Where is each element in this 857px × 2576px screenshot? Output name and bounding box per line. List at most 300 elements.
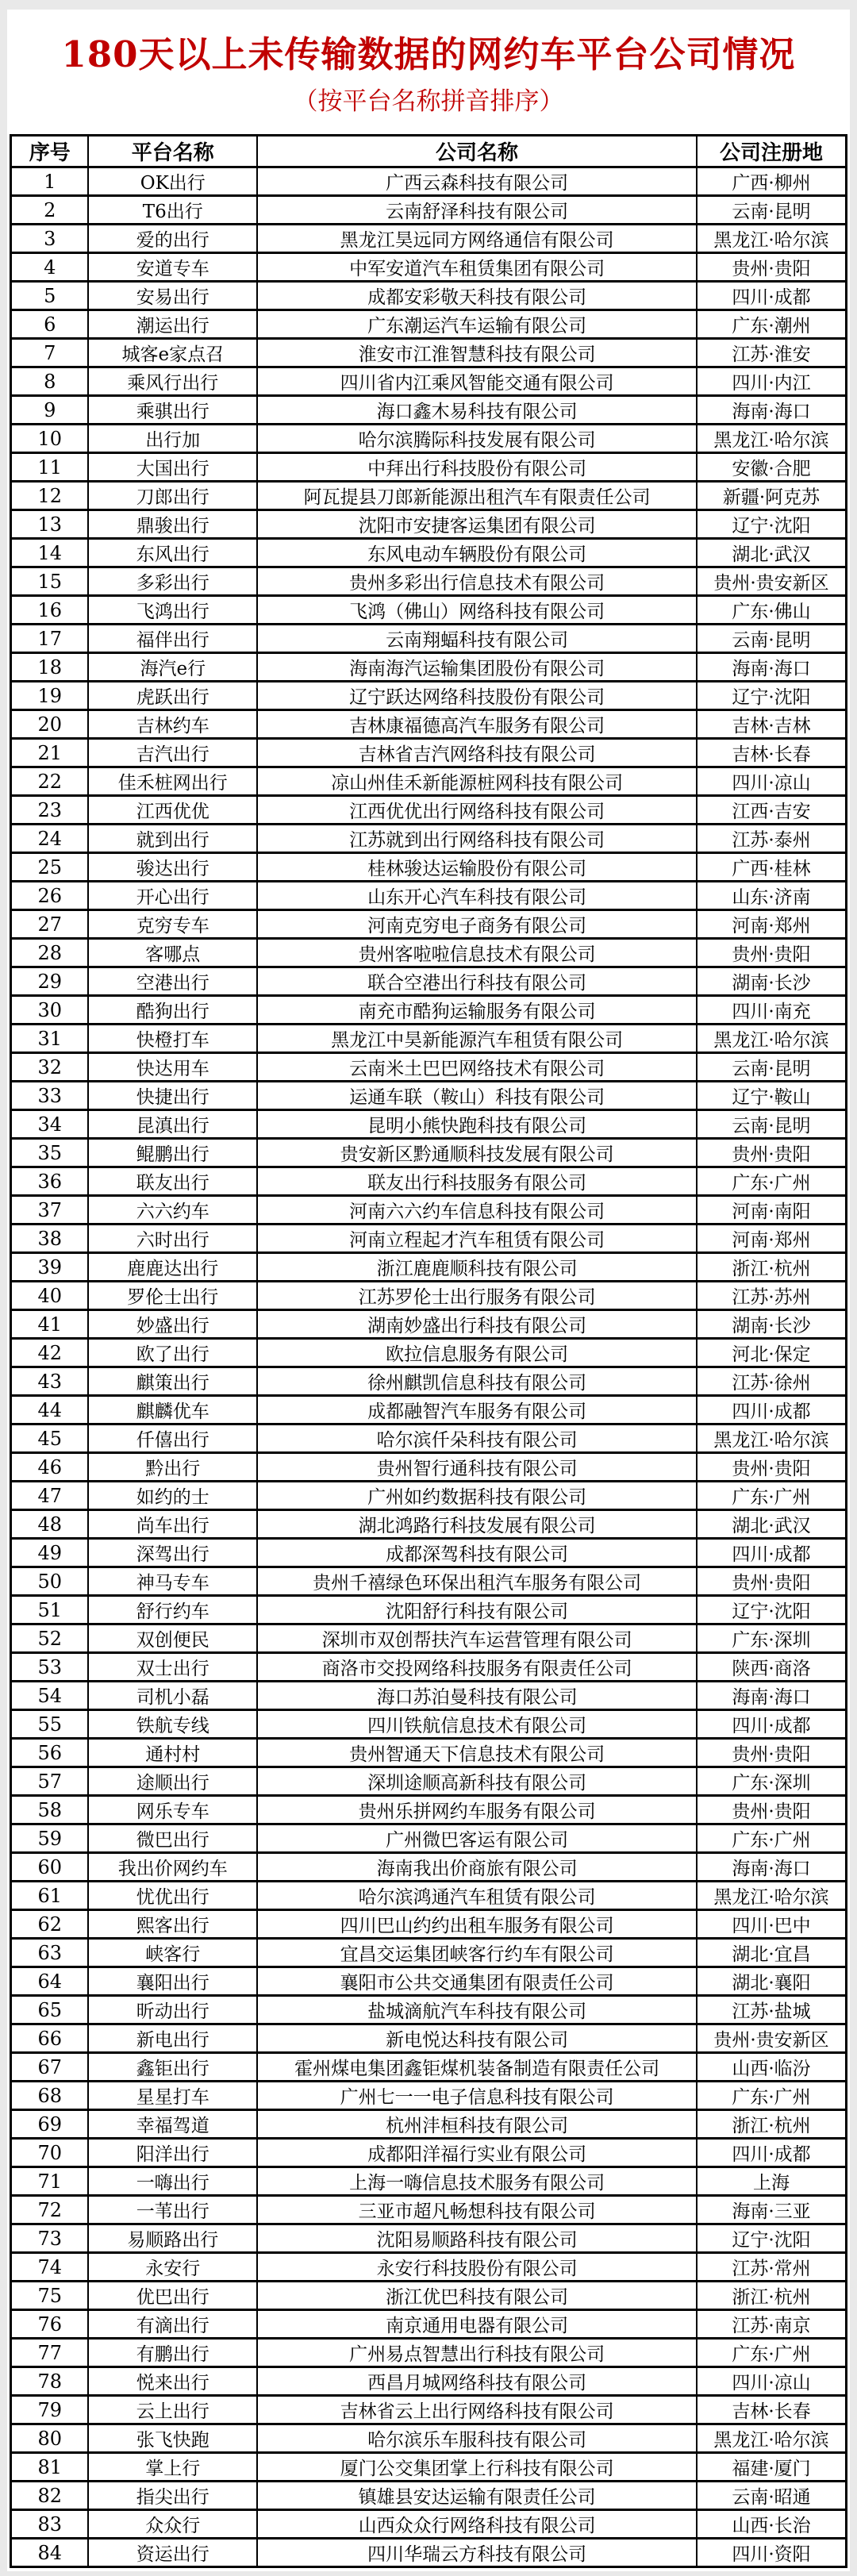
cell-no: 21	[11, 739, 89, 767]
cell-company: 三亚市超凡畅想科技有限公司	[257, 2196, 697, 2224]
cell-company: 海南我出价商旅有限公司	[257, 1853, 697, 1882]
cell-location: 安徽·合肥	[697, 453, 847, 482]
cell-company: 海口苏泊曼科技有限公司	[257, 1682, 697, 1710]
cell-location: 广西·柳州	[697, 167, 847, 196]
cell-no: 26	[11, 882, 89, 910]
cell-company: 桂林骏达运输股份有限公司	[257, 853, 697, 882]
cell-location: 辽宁·沈阳	[697, 2224, 847, 2253]
cell-no: 16	[11, 596, 89, 625]
table-row	[11, 539, 847, 567]
table-row	[11, 1996, 847, 2024]
cell-location: 江苏·常州	[697, 2253, 847, 2282]
table-row	[11, 2339, 847, 2367]
cell-no: 39	[11, 1253, 89, 1282]
cell-company: 江西优优出行网络科技有限公司	[257, 796, 697, 825]
cell-platform: 鲲鹏出行	[88, 1139, 257, 1167]
cell-company: 吉林省吉汽网络科技有限公司	[257, 739, 697, 767]
table-header-row	[11, 136, 847, 167]
cell-location: 江苏·苏州	[697, 1282, 847, 1310]
cell-company: 贵州智通天下信息技术有限公司	[257, 1739, 697, 1767]
cell-platform: 熙客出行	[88, 1910, 257, 1939]
table-row	[11, 910, 847, 939]
cell-platform: 开心出行	[88, 882, 257, 910]
header-company: 公司名称	[257, 136, 697, 167]
cell-location: 陕西·商洛	[697, 1653, 847, 1682]
cell-company: 广州易点智慧出行科技有限公司	[257, 2339, 697, 2367]
table-row	[11, 939, 847, 967]
cell-no: 69	[11, 2110, 89, 2139]
cell-platform: 罗伦士出行	[88, 1282, 257, 1310]
table-row	[11, 2367, 847, 2396]
table-row	[11, 1025, 847, 1053]
cell-no: 64	[11, 1967, 89, 1996]
cell-company: 贵州客啦啦信息技术有限公司	[257, 939, 697, 967]
cell-platform: 永安行	[88, 2253, 257, 2282]
cell-location: 湖北·武汉	[697, 539, 847, 567]
table-row	[11, 339, 847, 367]
table-row	[11, 1310, 847, 1339]
cell-company: 沈阳舒行科技有限公司	[257, 1596, 697, 1624]
table-row	[11, 1710, 847, 1739]
cell-no: 60	[11, 1853, 89, 1882]
table-row	[11, 2139, 847, 2167]
table-row	[11, 2310, 847, 2339]
table-row	[11, 482, 847, 510]
cell-location: 江苏·盐城	[697, 1996, 847, 2024]
table-row	[11, 2424, 847, 2453]
table-row	[11, 1653, 847, 1682]
cell-location: 贵州·贵阳	[697, 1796, 847, 1824]
cell-company: 云南翔蝠科技有限公司	[257, 625, 697, 653]
cell-platform: 幸福驾道	[88, 2110, 257, 2139]
table-row	[11, 1167, 847, 1196]
cell-location: 黑龙江·哈尔滨	[697, 1882, 847, 1910]
cell-no: 15	[11, 567, 89, 596]
cell-no: 61	[11, 1882, 89, 1910]
table-row	[11, 396, 847, 425]
cell-location: 上海	[697, 2167, 847, 2196]
cell-platform: 鹿鹿达出行	[88, 1253, 257, 1282]
cell-platform: 佳禾桩网出行	[88, 767, 257, 796]
cell-platform: 欧了出行	[88, 1339, 257, 1367]
cell-location: 黑龙江·哈尔滨	[697, 225, 847, 253]
cell-location: 贵州·贵阳	[697, 1453, 847, 1482]
table-row	[11, 1824, 847, 1853]
cell-platform: 鑫钜出行	[88, 2053, 257, 2082]
header-no: 序号	[11, 136, 89, 167]
cell-location: 贵州·贵安新区	[697, 567, 847, 596]
cell-platform: 忧优出行	[88, 1882, 257, 1910]
cell-no: 1	[11, 167, 89, 196]
cell-no: 27	[11, 910, 89, 939]
cell-platform: 峡客行	[88, 1939, 257, 1967]
table-row	[11, 682, 847, 710]
cell-no: 29	[11, 967, 89, 996]
cell-no: 5	[11, 282, 89, 310]
cell-company: 贵州千禧绿色环保出租汽车服务有限公司	[257, 1567, 697, 1596]
cell-company: 成都阳洋福行实业有限公司	[257, 2139, 697, 2167]
cell-platform: 通村村	[88, 1739, 257, 1767]
cell-location: 浙江·杭州	[697, 2282, 847, 2310]
cell-platform: 微巴出行	[88, 1824, 257, 1853]
cell-no: 25	[11, 853, 89, 882]
table-row	[11, 167, 847, 196]
cell-no: 75	[11, 2282, 89, 2310]
cell-location: 广东·潮州	[697, 310, 847, 339]
cell-platform: OK出行	[88, 167, 257, 196]
cell-location: 广东·深圳	[697, 1767, 847, 1796]
cell-company: 中军安道汽车租赁集团有限公司	[257, 253, 697, 282]
table-row	[11, 1624, 847, 1653]
cell-company: 广州如约数据科技有限公司	[257, 1482, 697, 1510]
table-row	[11, 1082, 847, 1110]
cell-no: 17	[11, 625, 89, 653]
cell-no: 9	[11, 396, 89, 425]
cell-platform: 优巴出行	[88, 2282, 257, 2310]
cell-no: 66	[11, 2024, 89, 2053]
table-row	[11, 996, 847, 1025]
cell-no: 84	[11, 2539, 89, 2567]
table-row	[11, 1853, 847, 1882]
table-row	[11, 2196, 847, 2224]
cell-platform: 吉林约车	[88, 710, 257, 739]
cell-platform: 资运出行	[88, 2539, 257, 2567]
cell-platform: 福伴出行	[88, 625, 257, 653]
cell-company: 河南克穷电子商务有限公司	[257, 910, 697, 939]
cell-location: 贵州·贵阳	[697, 939, 847, 967]
cell-company: 哈尔滨腾际科技发展有限公司	[257, 425, 697, 453]
table-row	[11, 367, 847, 396]
cell-no: 7	[11, 339, 89, 367]
cell-location: 广东·广州	[697, 2339, 847, 2367]
cell-platform: 易顺路出行	[88, 2224, 257, 2253]
cell-location: 四川·内江	[697, 367, 847, 396]
cell-location: 四川·成都	[697, 1710, 847, 1739]
cell-company: 贵州乐拼网约车服务有限公司	[257, 1796, 697, 1824]
cell-location: 贵州·贵阳	[697, 1567, 847, 1596]
cell-company: 云南舒泽科技有限公司	[257, 196, 697, 225]
table-row	[11, 825, 847, 853]
cell-platform: 有鹏出行	[88, 2339, 257, 2367]
cell-no: 71	[11, 2167, 89, 2196]
cell-platform: 昕动出行	[88, 1996, 257, 2024]
table-row	[11, 1225, 847, 1253]
table-row	[11, 2510, 847, 2539]
cell-location: 四川·成都	[697, 282, 847, 310]
cell-no: 57	[11, 1767, 89, 1796]
cell-platform: 指尖出行	[88, 2482, 257, 2510]
cell-company: 飞鸿（佛山）网络科技有限公司	[257, 596, 697, 625]
table-row	[11, 1739, 847, 1767]
table-row	[11, 225, 847, 253]
cell-platform: 神马专车	[88, 1567, 257, 1596]
cell-platform: 乘骐出行	[88, 396, 257, 425]
table-row	[11, 1910, 847, 1939]
cell-location: 云南·昆明	[697, 196, 847, 225]
cell-no: 67	[11, 2053, 89, 2082]
cell-no: 23	[11, 796, 89, 825]
table-row	[11, 1453, 847, 1482]
cell-no: 70	[11, 2139, 89, 2167]
cell-no: 51	[11, 1596, 89, 1624]
cell-platform: 麒策出行	[88, 1367, 257, 1396]
cell-location: 新疆·阿克苏	[697, 482, 847, 510]
cell-platform: 网乐专车	[88, 1796, 257, 1824]
table-row	[11, 1682, 847, 1710]
cell-company: 宜昌交运集团峡客行约车有限公司	[257, 1939, 697, 1967]
cell-company: 哈尔滨仟朵科技有限公司	[257, 1424, 697, 1453]
cell-platform: 骏达出行	[88, 853, 257, 882]
cell-location: 湖南·长沙	[697, 967, 847, 996]
cell-no: 58	[11, 1796, 89, 1824]
cell-no: 79	[11, 2396, 89, 2424]
cell-location: 浙江·杭州	[697, 1253, 847, 1282]
cell-company: 江苏罗伦士出行服务有限公司	[257, 1282, 697, 1310]
cell-location: 贵州·贵安新区	[697, 2024, 847, 2053]
cell-location: 山西·长治	[697, 2510, 847, 2539]
cell-platform: 双创便民	[88, 1624, 257, 1653]
table-row	[11, 2053, 847, 2082]
cell-platform: 快达用车	[88, 1053, 257, 1082]
cell-location: 广东·佛山	[697, 596, 847, 625]
table-row	[11, 1367, 847, 1396]
cell-location: 辽宁·沈阳	[697, 510, 847, 539]
cell-platform: 仟僖出行	[88, 1424, 257, 1453]
cell-platform: 妙盛出行	[88, 1310, 257, 1339]
table-row	[11, 1796, 847, 1824]
cell-company: 江苏就到出行网络科技有限公司	[257, 825, 697, 853]
table-row	[11, 425, 847, 453]
cell-location: 河北·保定	[697, 1339, 847, 1367]
cell-location: 辽宁·沈阳	[697, 682, 847, 710]
cell-company: 中拜出行科技股份有限公司	[257, 453, 697, 482]
cell-location: 广东·广州	[697, 1824, 847, 1853]
cell-no: 40	[11, 1282, 89, 1310]
cell-location: 海南·海口	[697, 1682, 847, 1710]
cell-no: 33	[11, 1082, 89, 1110]
table-header	[11, 136, 847, 167]
cell-location: 浙江·杭州	[697, 2110, 847, 2139]
cell-location: 吉林·长春	[697, 739, 847, 767]
table-row	[11, 1253, 847, 1282]
cell-platform: 多彩出行	[88, 567, 257, 596]
cell-platform: 安道专车	[88, 253, 257, 282]
cell-no: 8	[11, 367, 89, 396]
cell-company: 徐州麒凯信息科技有限公司	[257, 1367, 697, 1396]
cell-location: 河南·郑州	[697, 1225, 847, 1253]
cell-company: 商洛市交投网络科技服务有限责任公司	[257, 1653, 697, 1682]
cell-location: 广东·广州	[697, 1167, 847, 1196]
cell-company: 四川铁航信息技术有限公司	[257, 1710, 697, 1739]
cell-platform: 刀郎出行	[88, 482, 257, 510]
cell-platform: 一嗨出行	[88, 2167, 257, 2196]
cell-platform: 江西优优	[88, 796, 257, 825]
cell-platform: 云上出行	[88, 2396, 257, 2424]
cell-no: 54	[11, 1682, 89, 1710]
cell-platform: 张飞快跑	[88, 2424, 257, 2453]
cell-no: 6	[11, 310, 89, 339]
cell-company: 云南米土巴巴网络技术有限公司	[257, 1053, 697, 1082]
table-row	[11, 2167, 847, 2196]
cell-platform: 东风出行	[88, 539, 257, 567]
cell-company: 广州微巴客运有限公司	[257, 1824, 697, 1853]
cell-no: 2	[11, 196, 89, 225]
cell-location: 贵州·贵阳	[697, 1739, 847, 1767]
table-row	[11, 2082, 847, 2110]
cell-platform: 尚车出行	[88, 1510, 257, 1539]
cell-location: 云南·昆明	[697, 1053, 847, 1082]
table-row	[11, 2282, 847, 2310]
cell-location: 江苏·淮安	[697, 339, 847, 367]
table-row	[11, 1539, 847, 1567]
cell-company: 霍州煤电集团鑫钜煤机装备制造有限责任公司	[257, 2053, 697, 2082]
cell-company: 成都深驾科技有限公司	[257, 1539, 697, 1567]
table-row	[11, 1567, 847, 1596]
table-row	[11, 1053, 847, 1082]
cell-no: 62	[11, 1910, 89, 1939]
table-row	[11, 1196, 847, 1225]
table-row	[11, 1396, 847, 1424]
cell-company: 深圳市双创帮扶汽车运营管理有限公司	[257, 1624, 697, 1653]
cell-platform: 安易出行	[88, 282, 257, 310]
cell-location: 湖北·武汉	[697, 1510, 847, 1539]
cell-platform: 星星打车	[88, 2082, 257, 2110]
cell-no: 52	[11, 1624, 89, 1653]
cell-no: 34	[11, 1110, 89, 1139]
table-row	[11, 1967, 847, 1996]
cell-platform: 悦来出行	[88, 2367, 257, 2396]
cell-company: 四川省内江乘风智能交通有限公司	[257, 367, 697, 396]
cell-company: 淮安市江淮智慧科技有限公司	[257, 339, 697, 367]
table-row	[11, 2396, 847, 2424]
cell-no: 37	[11, 1196, 89, 1225]
cell-platform: 掌上行	[88, 2453, 257, 2482]
cell-location: 湖北·宜昌	[697, 1939, 847, 1967]
cell-no: 53	[11, 1653, 89, 1682]
cell-platform: 乘风行出行	[88, 367, 257, 396]
cell-no: 36	[11, 1167, 89, 1196]
cell-no: 47	[11, 1482, 89, 1510]
table-row	[11, 453, 847, 482]
table-row	[11, 2024, 847, 2053]
cell-company: 阿瓦提县刀郎新能源出租汽车有限责任公司	[257, 482, 697, 510]
cell-company: 辽宁跃达网络科技股份有限公司	[257, 682, 697, 710]
table-row	[11, 710, 847, 739]
cell-company: 沈阳易顺路科技有限公司	[257, 2224, 697, 2253]
cell-platform: 六六约车	[88, 1196, 257, 1225]
cell-platform: 舒行约车	[88, 1596, 257, 1624]
cell-company: 昆明小熊快跑科技有限公司	[257, 1110, 697, 1139]
cell-no: 18	[11, 653, 89, 682]
cell-no: 13	[11, 510, 89, 539]
cell-no: 72	[11, 2196, 89, 2224]
cell-no: 28	[11, 939, 89, 967]
cell-company: 湖南妙盛出行科技有限公司	[257, 1310, 697, 1339]
cell-company: 海口鑫木易科技有限公司	[257, 396, 697, 425]
cell-company: 联友出行科技服务有限公司	[257, 1167, 697, 1196]
cell-platform: 爱的出行	[88, 225, 257, 253]
cell-company: 南京通用电器有限公司	[257, 2310, 697, 2339]
cell-location: 黑龙江·哈尔滨	[697, 425, 847, 453]
cell-company: 襄阳市公共交通集团有限责任公司	[257, 1967, 697, 1996]
cell-company: 湖北鸿路行科技发展有限公司	[257, 1510, 697, 1539]
cell-no: 50	[11, 1567, 89, 1596]
table-row	[11, 767, 847, 796]
cell-platform: 联友出行	[88, 1167, 257, 1196]
cell-no: 4	[11, 253, 89, 282]
cell-no: 35	[11, 1139, 89, 1167]
table-row	[11, 1339, 847, 1367]
cell-company: 山东开心汽车科技有限公司	[257, 882, 697, 910]
cell-company: 厦门公交集团掌上行科技有限公司	[257, 2453, 697, 2482]
cell-company: 广西云森科技有限公司	[257, 167, 697, 196]
cell-company: 哈尔滨鸿通汽车租赁有限公司	[257, 1882, 697, 1910]
cell-company: 南充市酷狗运输服务有限公司	[257, 996, 697, 1025]
cell-company: 成都安彩敬天科技有限公司	[257, 282, 697, 310]
cell-location: 江苏·泰州	[697, 825, 847, 853]
cell-location: 辽宁·沈阳	[697, 1596, 847, 1624]
cell-no: 45	[11, 1424, 89, 1453]
cell-company: 欧拉信息服务有限公司	[257, 1339, 697, 1367]
cell-no: 48	[11, 1510, 89, 1539]
cell-company: 新电悦达科技有限公司	[257, 2024, 697, 2053]
page-title: 180天以上未传输数据的网约车平台公司情况	[61, 33, 796, 75]
cell-company: 浙江优巴科技有限公司	[257, 2282, 697, 2310]
cell-company: 贵州智行通科技有限公司	[257, 1453, 697, 1482]
cell-no: 32	[11, 1053, 89, 1082]
table-row	[11, 2539, 847, 2567]
cell-location: 江西·吉安	[697, 796, 847, 825]
cell-location: 辽宁·鞍山	[697, 1082, 847, 1110]
cell-platform: 鼎骏出行	[88, 510, 257, 539]
cell-location: 四川·凉山	[697, 767, 847, 796]
cell-location: 广西·桂林	[697, 853, 847, 882]
cell-company: 四川华瑞云方科技有限公司	[257, 2539, 697, 2567]
cell-platform: 快捷出行	[88, 1082, 257, 1110]
table-row	[11, 1882, 847, 1910]
cell-company: 四川巴山约约出租车服务有限公司	[257, 1910, 697, 1939]
cell-location: 四川·成都	[697, 1396, 847, 1424]
cell-location: 江苏·南京	[697, 2310, 847, 2339]
cell-no: 83	[11, 2510, 89, 2539]
cell-location: 黑龙江·哈尔滨	[697, 1424, 847, 1453]
cell-location: 四川·凉山	[697, 2367, 847, 2396]
cell-location: 吉林·长春	[697, 2396, 847, 2424]
cell-no: 42	[11, 1339, 89, 1367]
cell-platform: 如约的士	[88, 1482, 257, 1510]
table-row	[11, 510, 847, 539]
cell-company: 广州七一一电子信息科技有限公司	[257, 2082, 697, 2110]
cell-platform: 黔出行	[88, 1453, 257, 1482]
table-row	[11, 967, 847, 996]
cell-company: 浙江鹿鹿顺科技有限公司	[257, 1253, 697, 1282]
cell-location: 四川·南充	[697, 996, 847, 1025]
table-row	[11, 1424, 847, 1453]
table-row	[11, 2482, 847, 2510]
cell-no: 82	[11, 2482, 89, 2510]
table-row	[11, 796, 847, 825]
cell-platform: 就到出行	[88, 825, 257, 853]
cell-platform: 一苇出行	[88, 2196, 257, 2224]
cell-location: 云南·昆明	[697, 1110, 847, 1139]
cell-no: 14	[11, 539, 89, 567]
cell-no: 49	[11, 1539, 89, 1567]
cell-no: 24	[11, 825, 89, 853]
cell-platform: 快橙打车	[88, 1025, 257, 1053]
table-body	[11, 167, 847, 2567]
cell-no: 56	[11, 1739, 89, 1767]
table-row	[11, 282, 847, 310]
